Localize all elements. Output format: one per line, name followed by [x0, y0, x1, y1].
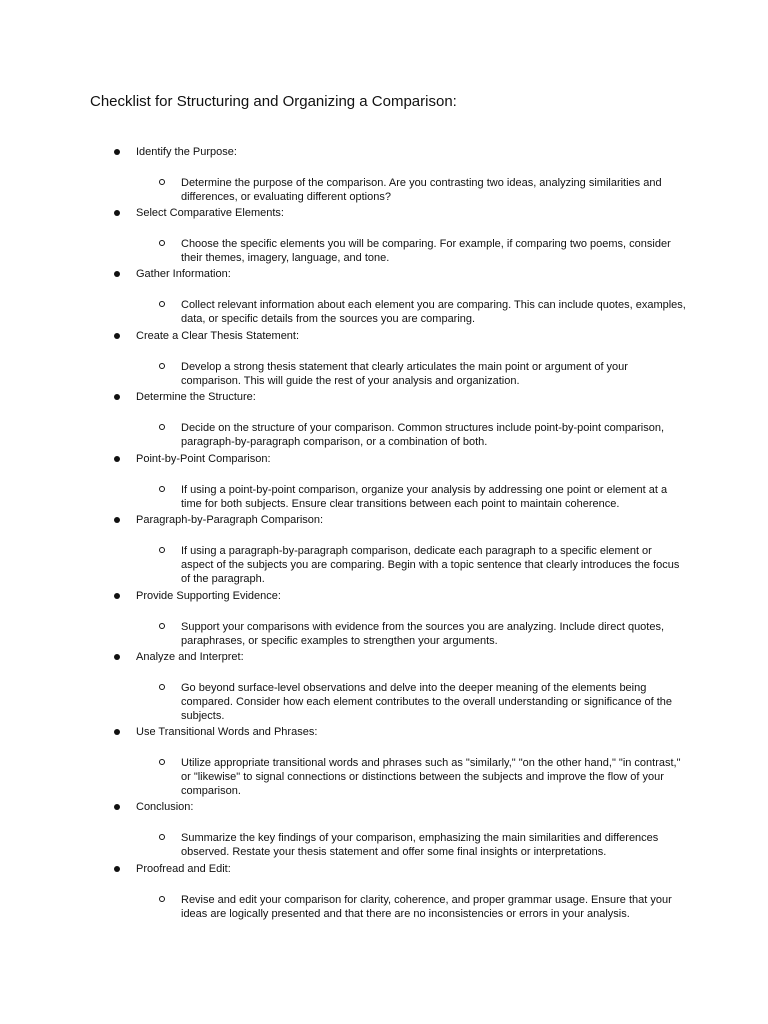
hollow-bullet-icon: [159, 240, 165, 246]
bullet-icon: [114, 593, 120, 599]
item-detail: Go beyond surface-level observations and delve into the deeper meaning of the elements being compared. Consider how each element contributes to the overall understanding or significance of the subjects.: [181, 682, 673, 722]
item-label: Identify the Purpose:: [136, 146, 237, 158]
hollow-bullet-icon: [159, 424, 165, 430]
item-label: Create a Clear Thesis Statement:: [136, 330, 300, 342]
document-title: Checklist for Structuring and Organizing a Comparison:: [90, 93, 457, 110]
hollow-bullet-icon: [159, 896, 165, 902]
item-label: Use Transitional Words and Phrases:: [136, 726, 318, 738]
item-label: Provide Supporting Evidence:: [136, 590, 281, 602]
item-detail: Collect relevant information about each element you are comparing. This can include quotes, examples, data, or specific details from the sources you are comparing.: [181, 299, 686, 325]
item-label: Point-by-Point Comparison:: [136, 453, 271, 465]
item-detail: If using a paragraph-by-paragraph comparison, dedicate each paragraph to a specific element or aspect of the subjects you are comparing. Begin with a topic sentence that clearly introduces the focus of the paragraph.: [181, 545, 680, 585]
item-label: Analyze and Interpret:: [136, 651, 244, 663]
hollow-bullet-icon: [159, 759, 165, 765]
bullet-icon: [114, 333, 120, 339]
item-detail: Develop a strong thesis statement that clearly articulates the main point or argument of your comparison. This will guide the rest of your analysis and organization.: [181, 361, 628, 387]
bullet-icon: [114, 394, 120, 400]
hollow-bullet-icon: [159, 684, 165, 690]
hollow-bullet-icon: [159, 623, 165, 629]
item-label: Paragraph-by-Paragraph Comparison:: [136, 514, 324, 526]
bullet-icon: [114, 149, 120, 155]
bullet-icon: [114, 804, 120, 810]
item-detail: Support your comparisons with evidence from the sources you are analyzing. Include direct quotes, paraphrases, or specific examples to strengthen your arguments.: [181, 621, 665, 647]
bullet-icon: [114, 271, 120, 277]
bullet-icon: [114, 210, 120, 216]
hollow-bullet-icon: [159, 547, 165, 553]
bullet-icon: [114, 729, 120, 735]
hollow-bullet-icon: [159, 179, 165, 185]
item-detail: Revise and edit your comparison for clarity, coherence, and proper grammar usage. Ensure that your ideas are logically presented and that there are no inconsistencies or errors in your analysis.: [181, 894, 672, 920]
bullet-icon: [114, 517, 120, 523]
item-label: Select Comparative Elements:: [136, 207, 284, 219]
hollow-bullet-icon: [159, 363, 165, 369]
bullet-icon: [114, 456, 120, 462]
hollow-bullet-icon: [159, 486, 165, 492]
item-detail: Determine the purpose of the comparison. Are you contrasting two ideas, analyzing similarities and differences, or evaluating different options?: [181, 177, 662, 203]
item-label: Conclusion:: [136, 801, 194, 813]
item-detail: Decide on the structure of your comparison. Common structures include point-by-point comparison, paragraph-by-paragraph comparison, or a combination of both.: [181, 422, 665, 448]
item-label: Gather Information:: [136, 268, 231, 280]
hollow-bullet-icon: [159, 834, 165, 840]
item-label: Proofread and Edit:: [136, 863, 231, 875]
item-detail: If using a point-by-point comparison, organize your analysis by addressing one point or element at a time for both subjects. Ensure clear transitions between each point to maintain coherence.: [181, 484, 668, 510]
bullet-icon: [114, 654, 120, 660]
hollow-bullet-icon: [159, 301, 165, 307]
bullet-icon: [114, 866, 120, 872]
item-label: Determine the Structure:: [136, 391, 256, 403]
item-detail: Choose the specific elements you will be comparing. For example, if comparing two poems, consider their themes, imagery, language, and tone.: [181, 238, 671, 264]
item-detail: Utilize appropriate transitional words and phrases such as "similarly," "on the other hand," "in contrast," or "likewise" to signal connections or distinctions between the subjects and improve the flow of your comparison.: [181, 757, 681, 797]
item-detail: Summarize the key findings of your comparison, emphasizing the main similarities and differences observed. Restate your thesis statement and offer some final insights or interpretations.: [181, 832, 659, 858]
